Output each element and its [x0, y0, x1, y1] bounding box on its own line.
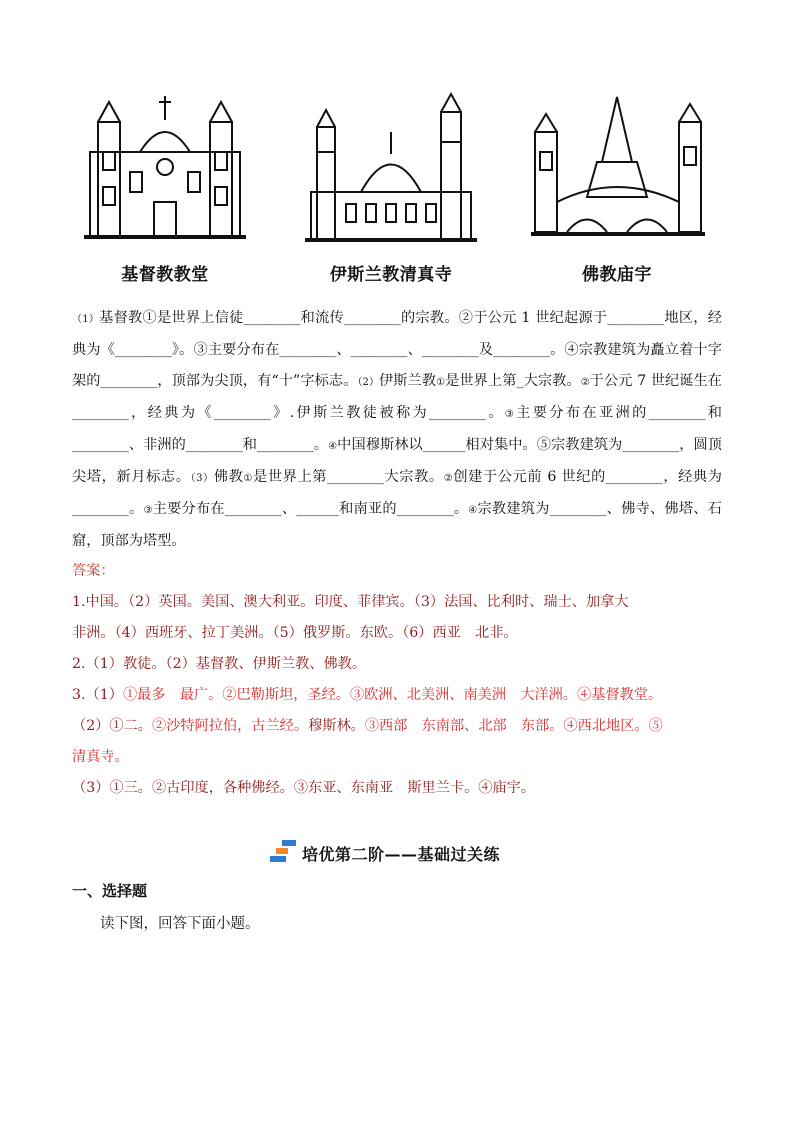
text: 宗教建筑为	[551, 437, 623, 453]
section-title: 培优第二阶——基础过关练	[302, 845, 501, 864]
section-logo-icon	[268, 838, 298, 864]
text: 、	[407, 342, 422, 358]
question-type-heading: 一、选择题	[72, 882, 148, 900]
text: 是世界上信徒	[156, 310, 244, 326]
text: 主要分布在亚洲的	[516, 405, 649, 421]
answer-block	[72, 556, 722, 804]
text: 基督教	[99, 310, 143, 326]
text: 》。	[171, 342, 194, 358]
text: 于公元 7 世纪诞生在	[589, 373, 722, 389]
text: 于公元 1 世纪起源于	[473, 310, 608, 326]
text: 中国穆斯林以	[337, 437, 423, 453]
text: ，经典为《	[128, 405, 214, 421]
question-instruction: 读下图，回答下面小题。	[100, 916, 260, 932]
text: 是世界上第	[253, 469, 328, 485]
temple-figure	[522, 92, 712, 292]
text: 、	[281, 501, 297, 517]
text: 、	[336, 342, 351, 358]
answer-text: 穆斯林。	[308, 718, 365, 734]
figure-caption: 佛教庙宇	[582, 265, 652, 285]
answer-prefix: （2）	[72, 718, 110, 734]
answer-line	[72, 711, 722, 742]
text: 。	[128, 501, 144, 517]
text: 是世界上第	[445, 373, 517, 389]
section-header	[268, 838, 568, 868]
text: 和南亚的	[338, 501, 397, 517]
text: 、非洲的	[128, 437, 186, 453]
answer-line: 1.中国。（2）英国。美国、澳大利亚。印度、菲律宾。（3）法国、比利时、瑞士、加拿大	[72, 594, 629, 610]
answer-prefix: 3.（1）	[72, 687, 123, 703]
text: 和	[242, 437, 258, 453]
fill-in-paragraph: （1）基督教①是世界上信徒________和流传________的宗教。②于公元 1 世纪起源于________地区，经典为《________》。③主要分布在________、________、________及________。④宗教建筑为矗立着十字架的________，顶部为尖顶，有“十”字标志。（2）伊斯兰教①是世界上第_大宗教。②于公元 7 世纪诞生在________，经典为《________》.伊斯兰教徒被称为________。③主要分布在亚洲的________和________、非洲的________和________。④中国穆斯林以______相对集中。⑤宗教建筑为________，圆顶尖塔，新月标志。（3）佛教①是世界上第________大宗教。②创建于公元前 6 世纪的________，经典为________。③主要分布在________、______和南亚的________。④宗教建筑为________、佛寺、佛塔、石窟，顶部为塔型。	[72, 310, 722, 549]
answer-line: 清真寺。	[72, 749, 129, 765]
answer-line: （3）①三。②古印度，各种佛经。③东亚、东南亚 斯里兰卡。④庙宇。	[72, 780, 536, 796]
mosque-icon	[301, 92, 481, 247]
text: 。	[453, 501, 469, 517]
text: 及	[478, 342, 494, 358]
mosque-figure	[296, 92, 486, 292]
text: 大宗教。	[383, 469, 444, 485]
religion-figures	[70, 92, 724, 292]
text: 的宗教。	[400, 310, 459, 326]
answer-title: 答案：	[72, 563, 115, 579]
text: ，顶部为尖顶，有“十”字标志。	[157, 373, 358, 389]
figure-caption: 基督教教堂	[121, 265, 209, 285]
text: 。	[313, 437, 329, 453]
text: 佛教	[213, 469, 244, 485]
text: 宗教建筑为矗立着十字架的	[72, 342, 722, 389]
church-figure	[70, 92, 260, 292]
answer-line	[72, 680, 722, 711]
answer-highlight: ①最多 最广。②巴勒斯坦，圣经。③欧洲、北美洲、南美洲 大洋洲。④基督教堂。	[122, 687, 663, 703]
answer-highlight: ③西部 东南部、北部 东部。④西北地区。⑤	[364, 718, 663, 734]
temple-icon	[527, 92, 707, 242]
text: 。	[485, 405, 505, 421]
text: 主要分布在	[152, 501, 225, 517]
answer-line: 2.（1）教徒。（2）基督教、伊斯兰教、佛教。	[72, 656, 367, 672]
text: 和	[705, 405, 722, 421]
text: 伊斯兰教	[379, 373, 437, 389]
item-marker: （2）	[357, 377, 380, 388]
text: 。	[549, 342, 565, 358]
text: 创建于公元前 6 世纪的	[453, 469, 606, 485]
text: 》.伊斯兰教徒被称为	[270, 405, 430, 421]
answer-text: ①二。	[109, 718, 152, 734]
text: ，圆顶尖塔，新月标志。	[72, 437, 722, 485]
text: ，经典为	[662, 469, 722, 485]
church-icon	[80, 92, 250, 242]
text: 主要分布在	[207, 342, 280, 358]
text: 相对集中。	[465, 437, 537, 453]
text: 宗教建筑为	[477, 501, 550, 517]
text: 、佛寺、佛塔、石窟，顶部为塔型。	[72, 501, 722, 549]
item-marker: （1）	[72, 314, 100, 325]
answer-line: 非洲。（4）西班牙、拉丁美洲。（5）俄罗斯。东欧。（6）西亚 北非。	[72, 625, 518, 641]
figure-caption: 伊斯兰教清真寺	[329, 265, 453, 285]
text: 和流传	[300, 310, 344, 326]
item-marker: （3）	[190, 473, 214, 484]
text: 地区，经典为《	[72, 310, 722, 358]
answer-highlight: ②沙特阿拉伯，古兰经。	[151, 718, 309, 734]
text: 大宗教。	[523, 373, 581, 389]
